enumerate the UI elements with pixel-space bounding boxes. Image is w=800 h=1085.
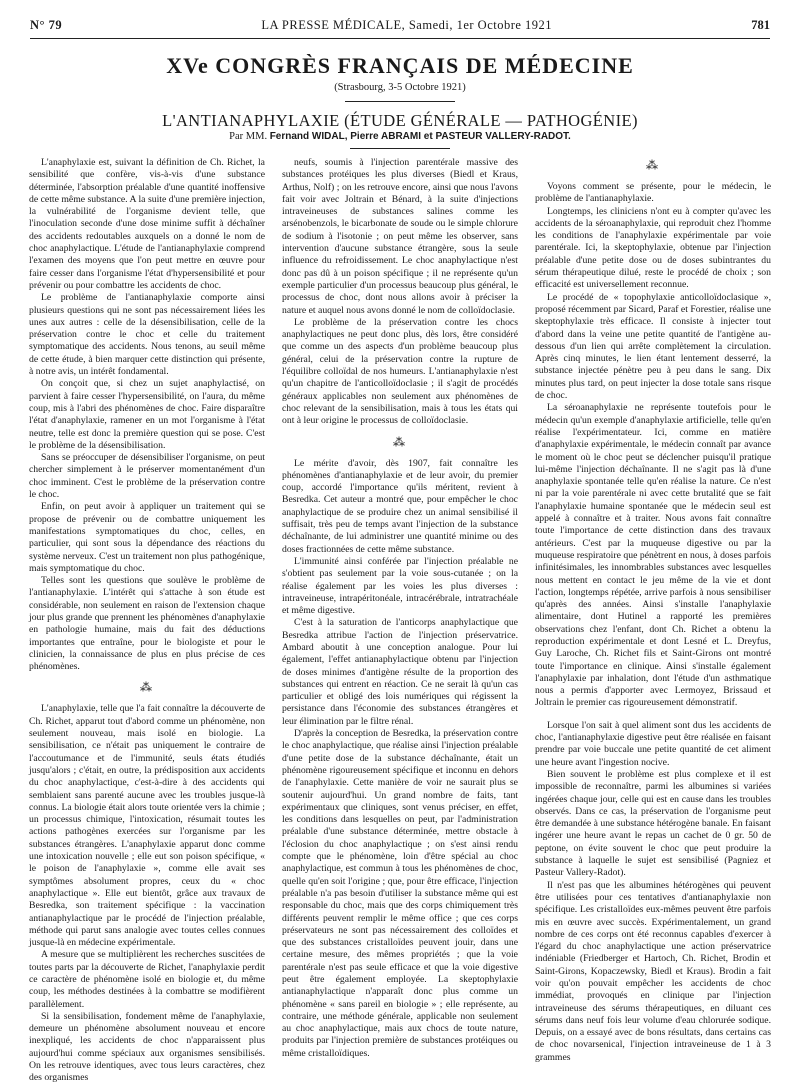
- paragraph: Le mérite d'avoir, dès 1907, fait connaître les phénomènes d'antianaphylaxie et de leur avoir, du premier coup, accordé l'importance qu'ils méritent, revient à Besredka. Cet auteur a montré que, pour empêcher le choc anaphylactique de se produire chez un animal sensibilisé il suffisait, très peu de temps avant l'injection de la substance déchaînante, de lui administrer une quantité minime ou des doses fractionnées de cette même substance.: [282, 457, 518, 555]
- paragraph: L'anaphylaxie, telle que l'a fait connaître la découverte de Ch. Richet, apparut tout d'abord comme un phénomène, non seulement nouveau, mais isolé en biologie. La sensibilisation, ce n'était pas uniquement le contraire de l'accoutumance et de l'immunité, seuls états étudiés jusqu'alors ; c'était, en outre, la prédisposition aux accidents du choc anaphylactique, c'est-à-dire à des accidents qui semblaient sans parenté aucune avec les troubles jusque-là connus. La biologie était alors toute orientée vers la chimie ; un processus chimique, l'intoxication, résumait toutes les actions pathogènes exercées sur l'organisme par les substances étrangères. L'anaphylaxie apparut donc comme une intoxication nouvelle ; elle eut son poison spécifique, « le poison de l'anaphylaxie », comme elle avait ses symptômes absolument propres, ceux du « choc anaphylactique ». Elle eut bientôt, grâce aux travaux de Besredka, son traitement spécifique : la vaccination antianaphylactique par le procédé de l'injection préalable, méthode qui parut sans analogie avec toutes celles connues jusque-là en médecine expérimentale.: [29, 703, 265, 949]
- paragraph: Le problème de la préservation contre les chocs anaphylactiques ne peut donc plus, dès lors, être considéré que comme un des aspects d'un problème beaucoup plus général, celui de la préservation contre la rupture de l'équilibre colloïdal de nos humeurs. L'antianaphylaxie n'est qu'un chapitre de l'anticolloïdoclasie ; il s'agit de procédés généraux applicables non seulement aux phénomènes de choc relevant de la sensibilisation, mais à tous les états qui ont à leur origine le processus de colloïdoclasie.: [282, 316, 518, 427]
- authors-divider: [350, 148, 450, 149]
- section-separator: ⁂: [393, 434, 407, 449]
- column-1: [29, 157, 265, 1084]
- paragraph-gap: [535, 710, 771, 720]
- paragraph: Il n'est pas que les albumines hétérogènes qui peuvent être utilisées pour ces tentatives d'antianaphylaxie non spécifique. Les cristalloïdes eux-mêmes peuvent être parfois mis en œuvre avec succès. Expérimentalement, un grand nombre de ces corps ont été reconnus capables d'exercer à l'égard du choc anaphylactique une action préservatrice indéniable (Friedberger et Hartoch, Ch. Richet, Brodin et Saint-Girons, Kopaczewsky, Biedl et Kraus). Brodin a fait voir qu'on pouvait empêcher les accidents de choc immédiat, provoqués en clinique par l'injection intraveineuse des sérums thérapeutiques, en diluant ces sérums dans neuf fois leur volume d'eau chlorurée sodique. Depuis, on a essayé avec de bons résultats, dans certains cas de choc novarsenical, l'injection intraveineuse de 1 à 3 grammes: [535, 879, 771, 1063]
- paragraph: C'est à la saturation de l'anticorps anaphylactique que Besredka attribue l'action de l'injection préservatrice. Ambard aboutit à une conception analogue. Pour lui également, l'effet antianaphylactique obtenu par l'injection de doses minimes d'antigène résulte de la proportion des substances qui entrent en réaction. Ce ne serait là qu'un cas particulier et obligé des lois numériques qui régissent la persistance dans l'économie des substances étrangères et leur élimination par le filtre rénal.: [282, 617, 518, 727]
- authors-prefix: Par MM.: [229, 131, 268, 142]
- paragraph: neufs, soumis à l'injection parentérale massive des substances protéiques les plus diverses (Biedl et Kraus, Arthus, Nolf) ; on les retrouve encore, ainsi que nous l'avons fait voir avec Joltrain et Bénard, à la suite d'injections intraveineuses de substances salines comme les arsénobenzols, le bicarbonate de soude ou le simple chlorure de sodium à l'isotonie ; on peut même les observer, sans intervention d'aucune substance étrangère, sous la seule influence du refroidissement. Le choc anaphylactique n'est donc pas dû à un poison spécifique ; il ne représente qu'un exemple particulier d'un processus beaucoup plus général, le processus de choc, dont nous allons avoir à préciser la nature et auquel nous avons donné le nom de colloïdoclasie.: [282, 157, 518, 316]
- section-separator: ⁂: [646, 158, 660, 172]
- article-title: L'ANTIANAPHYLAXIE (ÉTUDE GÉNÉRALE — PATHOGÉNIE): [162, 111, 638, 130]
- journal-line: LA PRESSE MÉDICALE, Samedi, 1er Octobre 1921: [261, 17, 553, 32]
- authors-line: [0, 131, 800, 142]
- paragraph: On conçoit que, si chez un sujet anaphylactisé, on parvient à faire cesser l'hypersensibilité, on l'aura, du même coup, mis à l'abri des phénomènes de choc. Faire disparaître l'état d'anaphylaxie, ramener en un mot l'organisme à l'état neutre, telle est donc la première question qui se pose. C'est le problème de la désensibilisation.: [29, 378, 265, 451]
- paragraph: Bien souvent le problème est plus complexe et il est impossible de reconnaître, parmi les albumines si variées ingérées chaque jour, celle qui est en cause dans les troubles observés. Dans ce cas, la préservation de l'organisme peut être demandée à une substance hétérogène banale. En faisant ingérer une heure avant le repas un cachet de 0 gr. 50 de peptone, on évite souvent le choc que peut produire la substance à laquelle le sujet est sensibilisé (Pagniez et Pasteur Vallery-Radot).: [535, 768, 771, 879]
- paragraph: Lorsque l'on sait à quel aliment sont dus les accidents de choc, l'antianaphylaxie digestive peut être réalisée en faisant prendre par voie buccale une petite quantité de cet aliment une heure avant l'ingestion nocive.: [535, 719, 771, 768]
- paragraph: Si la sensibilisation, fondement même de l'anaphylaxie, demeure un phénomène absolument nouveau et encore inexpliqué, les accidents de choc n'apparaissent plus aujourd'hui comme spéciaux aux organismes sensibilisés. On les retrouve identiques, avec tous leurs caractères, chez des organismes: [29, 1010, 265, 1084]
- title-divider: [345, 101, 455, 102]
- section-separator: ⁂: [140, 680, 154, 695]
- congress-subtitle: (Strasbourg, 3-5 Octobre 1921): [334, 82, 466, 93]
- paragraph: Enfin, on peut avoir à appliquer un traitement qui se propose de prévenir ou de combattre uniquement les manifestations symptomatiques du choc, celles, en particulier, qui sont sous la dépendance des réactions du système nerveux. C'est un traitement non plus pathogénique, mais symptomatique du choc.: [29, 501, 265, 574]
- column-2: [282, 157, 518, 1069]
- issue-number: N° 79: [30, 17, 63, 32]
- page-number: 781: [751, 17, 770, 32]
- paragraph: Voyons comment se présente, pour le médecin, le problème de l'antianaphylaxie.: [535, 181, 771, 205]
- paragraph: Le procédé de « topophylaxie anticolloïdoclasique », proposé récemment par Sicard, Paraf et Forestier, réalise une skeptophylaxie très efficace. Il consiste à injecter tout d'abord dans la veine une petite quantité de l'antigène au-dessous d'un lien qui arrête complètement la circulation. Après cinq minutes, le lien étant lentement desserré, la substance injectée pénètre peu à peu dans le sang. Dix minutes plus tard, on peut injecter la dose totale sans risque de choc.: [535, 291, 771, 402]
- paragraph: L'anaphylaxie est, suivant la définition de Ch. Richet, la sensibilité que confère, vis-à-vis d'une substance déterminée, l'absorption préalable d'une quantité inoffensive de cette même substance. A la suite d'une première injection, la vulnérabilité de l'organisme devient telle, que l'inoculation seconde d'une dose minime suffit à déchaîner des accidents redoutables auxquels on a donné le nom de choc anaphylactique. L'étude de l'antianaphylaxie comprend l'examen des moyens que l'on peut mettre en œuvre pour faire cesser dans l'organisme l'état d'hypersensibilité et pour prévenir ou pour combattre les accidents de choc.: [29, 157, 265, 291]
- paragraph: D'après la conception de Besredka, la préservation contre le choc anaphylactique, que réalise ainsi l'injection préalable d'une petite dose de la substance déchaînante, était un phénomène rigoureusement spécifique et inconnu en dehors de l'anaphylaxie. Cette manière de voir ne saurait plus se soutenir aujourd'hui. Un grand nombre de faits, tant expérimentaux que cliniques, sont venus préciser, en effet, les conditions dans lesquelles on peut, par l'administration préalable d'une substance déterminée, mettre obstacle à l'éclosion du choc anaphylactique ; on s'est ainsi rendu compte que le phénomène, loin d'être spécial au choc anaphylactique, est commun à tous les phénomènes de choc, quelle qu'en soit l'origine ; que, pour être efficace, l'injection préalable n'a pas besoin d'utiliser la substance même qui est responsable du choc, mais que des corps chimiquement très différents peuvent remplir le même office ; que ces corps préservateurs ne sont pas nécessairement des colloïdes et que des substances cristalloïdes peuvent jouir, dans une certaine mesure, des mêmes propriétés ; que la voie parentérale n'est pas seule efficace et que la voie digestive peut être également employée. La skeptophylaxie antianaphylactique n'apparaît donc plus comme un phénomène « sans pareil en biologie » ; elle représente, au contraire, une méthode générale, applicable non seulement au choc anaphylactique, mais aux chocs de toute nature, produits par l'injection première de substances protéiques ou même cristalloïdiques.: [282, 728, 518, 1059]
- congress-title: XVe CONGRÈS FRANÇAIS DE MÉDECINE: [166, 53, 634, 78]
- column-3: [535, 157, 771, 1069]
- paragraph: Telles sont les questions que soulève le problème de l'antianaphylaxie. L'intérêt qui s'attache à son étude est considérable, non seulement en raison de l'extension chaque jour plus grande que prennent les phénomènes d'anaphylaxie en pathologie humaine, mais du fait des déductions importantes que entraîne, pour le biologiste et pour le clinicien, la connaissance de plus en plus précise de ces phénomènes.: [29, 575, 265, 673]
- authors-names: Fernand WIDAL, Pierre ABRAMI et PASTEUR VALLERY-RADOT.: [269, 131, 571, 142]
- paragraph: Longtemps, les cliniciens n'ont eu à compter qu'avec les accidents de la séroanaphylaxie, qui reproduit chez l'homme les conditions de l'anaphylaxie expérimentale par voie parentérale. Ici, la skeptophylaxie, obtenue par l'injection préalable d'une petite dose ou de doses subintrantes du sérum thérapeutique dilué, reste le procédé de choix ; son efficacité est universellement reconnue.: [535, 205, 771, 291]
- paragraph: La séroanaphylaxie ne représente toutefois pour le médecin qu'un exemple d'anaphylaxie artificielle, telle qu'en réalise l'expérimentateur. Ici, comme en matière d'anaphylaxie expérimentale, le médecin connaît par avance le moment où le choc peut se déclencher puisqu'il pratique lui-même l'injection déchaînante. Il ne s'agit pas là d'une anaphylaxie spontanée telle qu'en réalise la nature. Ce n'est ni par la voie parentérale ni avec cette brutalité que se fait l'anaphylaxie humaine spontanée que le médecin seul est appelé à connaître et à traiter. Nous avons fait connaître toute l'importance de cette distinction dans des travaux antérieurs. C'est par la muqueuse digestive ou par la muqueuse respiratoire que pénètrent en nous, à doses parfois infinitésimales, les innombrables substances avec lesquelles nous mettent en contact le jeu même de la vie et dont l'action, longtemps répétée, arrive parfois à nous sensibiliser qu'après des années. Ainsi s'installe l'anaphylaxie alimentaire, dont Hutinel a rapporté les premières observations chez l'enfant, dont Ch. Richet a obtenu la reproduction expérimentale et dont Lesné et L. Dreyfus, Guy Laroche, Ch. Richet fils et Saint-Girons ont montré toute l'importance en clinique. Ainsi s'installe également l'anaphylaxie par inhalation, dont l'étude d'un asthmatique nous a permis d'apporter avec Lermoyez, Brissaud et Joltrain le premier cas rigoureusement démonstratif.: [535, 402, 771, 709]
- paragraph: A mesure que se multiplièrent les recherches suscitées de toutes parts par la découverte de Richet, l'anaphylaxie perdit ce caractère de phénomène isolé en biologie et, du même coup, les méthodes destinées à la combattre se modifièrent parallèlement.: [29, 949, 265, 1010]
- paragraph: Le problème de l'antianaphylaxie comporte ainsi plusieurs questions qui ne sont pas nécessairement liées les unes aux autres : celle de la désensibilisation, celle de la préservation contre le choc et celle du traitement symptomatique des accidents. Nous tenons, au seuil même de cette étude, à bien marquer cette distinction qui présente, à notre avis, un intérêt fondamental.: [29, 292, 265, 378]
- running-header: [30, 16, 770, 34]
- header-rule: [30, 38, 770, 39]
- paragraph: Sans se préoccuper de désensibiliser l'organisme, on peut chercher simplement à le préserver momentanément d'un choc imminent. C'est le problème de la préservation contre le choc.: [29, 452, 265, 501]
- paragraph: L'immunité ainsi conférée par l'injection préalable ne s'obtient pas seulement par la voie sous-cutanée ; on la réalise également par les voies les plus diverses : intraveineuse, intrapéritonéale, intracérébrale, intratrachéale et même digestive.: [282, 555, 518, 617]
